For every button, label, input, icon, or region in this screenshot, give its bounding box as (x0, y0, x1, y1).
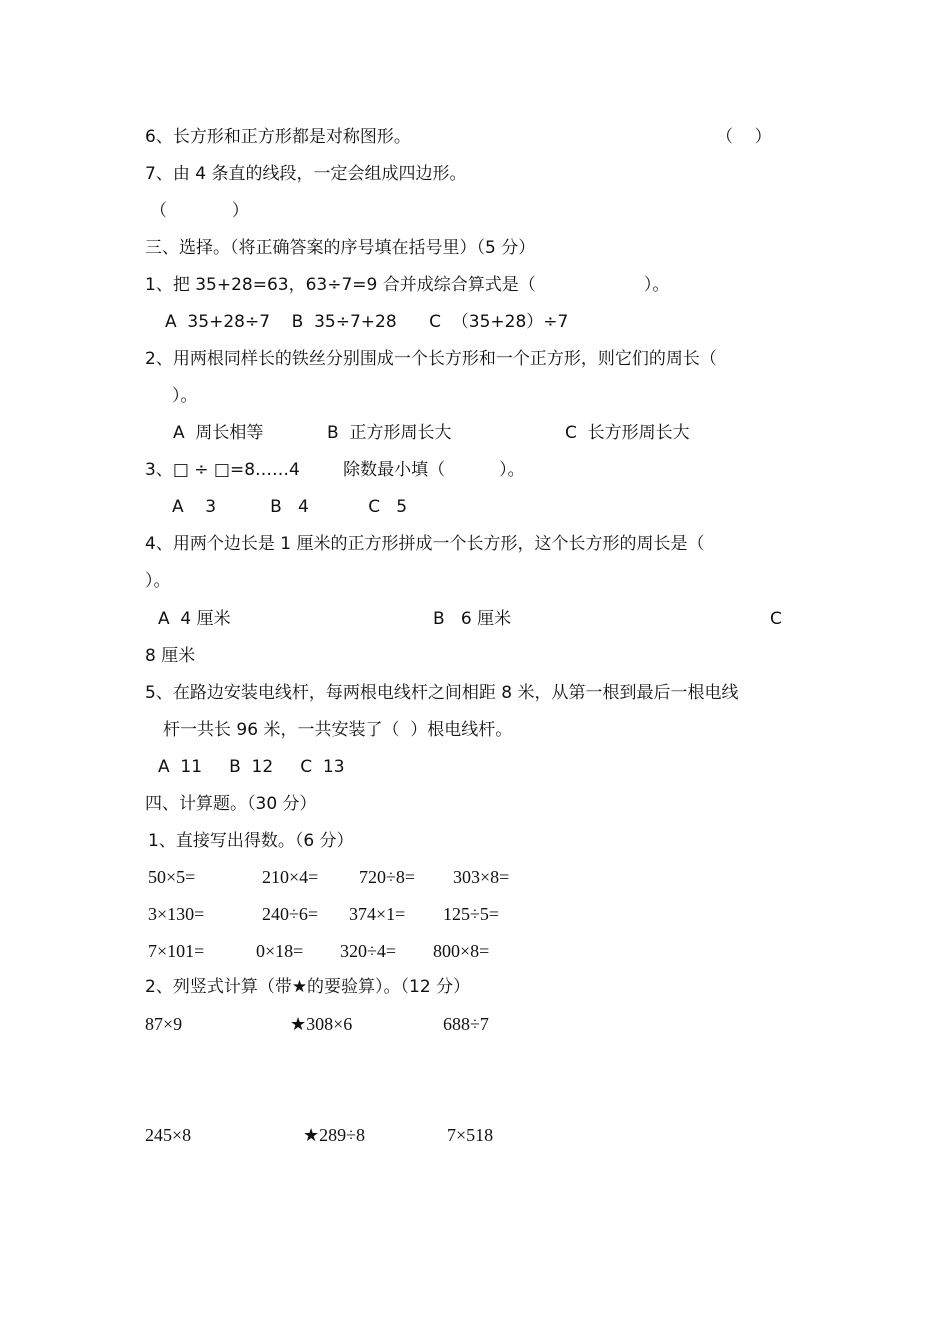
calc-item: 800×8= (433, 941, 490, 961)
calc-item: 50×5= (148, 867, 196, 887)
judge-q6-answer-blank[interactable]: （ ） (716, 127, 772, 147)
choice-q2-option-b: B 正方形周长大 (327, 423, 452, 443)
calc-item: 374×1= (349, 904, 406, 924)
calc-item: 320÷4= (340, 941, 397, 961)
calc-item: 240÷6= (262, 904, 319, 924)
choice-q5-line2: 杆一共长 96 米，一共安装了（ ）根电线杆。 (163, 720, 513, 740)
vertical-calc-item: ★289÷8 (303, 1125, 366, 1145)
vertical-calc-item: 87×9 (145, 1014, 183, 1034)
vertical-calc-item: ★308×6 (290, 1014, 353, 1034)
choice-q1: 1、把 35+28=63，63÷7=9 合并成综合算式是（ ）。 (145, 275, 670, 295)
choice-q3-options: A 3 B 4 C 5 (172, 497, 408, 517)
choice-q4-option-c-value: 8 厘米 (145, 646, 196, 666)
calc-sub1-heading: 1、直接写出得数。（6 分） (148, 831, 354, 851)
calc-item: 210×4= (262, 867, 319, 887)
vertical-calc-item: 688÷7 (443, 1014, 489, 1034)
choice-q4-option-c: C (770, 609, 782, 629)
calc-item: 7×101= (148, 941, 205, 961)
calc-item: 720÷8= (359, 867, 416, 887)
choice-q4-line1: 4、用两个边长是 1 厘米的正方形拼成一个长方形，这个长方形的周长是（ (145, 534, 705, 554)
choice-q3: 3、□ ÷ □=8……4 除数最小填（ ）。 (145, 460, 525, 480)
vertical-calc-item: 7×518 (447, 1125, 494, 1145)
choice-q5-options: A 11 B 12 C 13 (158, 757, 345, 777)
choice-q4-option-a: A 4 厘米 (158, 609, 231, 629)
judge-q6: 6、长方形和正方形都是对称图形。 (145, 127, 411, 147)
calc-item: 303×8= (453, 867, 510, 887)
judge-q7: 7、由 4 条直的线段，一定会组成四边形。 (145, 164, 467, 184)
choice-q2-line2: ）。 (172, 386, 198, 406)
section-choice-heading: 三、选择。（将正确答案的序号填在括号里）（5 分） (145, 238, 536, 258)
calc-item: 3×130= (148, 904, 205, 924)
choice-q4-line2: ）。 (145, 571, 171, 591)
section-calc-heading: 四、计算题。（30 分） (145, 794, 317, 814)
choice-q1-options: A 35+28÷7 B 35÷7+28 C （35+28）÷7 (165, 312, 569, 332)
calc-item: 0×18= (256, 941, 304, 961)
choice-q2-line1: 2、用两根同样长的铁丝分别围成一个长方形和一个正方形，则它们的周长（ (145, 349, 717, 369)
calc-sub2-heading: 2、列竖式计算（带★的要验算）。（12 分） (145, 977, 471, 997)
choice-q2-option-a: A 周长相等 (173, 423, 264, 443)
calc-item: 125÷5= (443, 904, 500, 924)
choice-q2-option-c: C 长方形周长大 (565, 423, 690, 443)
choice-q4-option-b: B 6 厘米 (433, 609, 512, 629)
vertical-calc-item: 245×8 (145, 1125, 192, 1145)
choice-q5-line1: 5、在路边安装电线杆，每两根电线杆之间相距 8 米，从第一根到最后一根电线 (145, 683, 739, 703)
judge-q7-answer-blank[interactable]: （ ） (150, 201, 249, 221)
